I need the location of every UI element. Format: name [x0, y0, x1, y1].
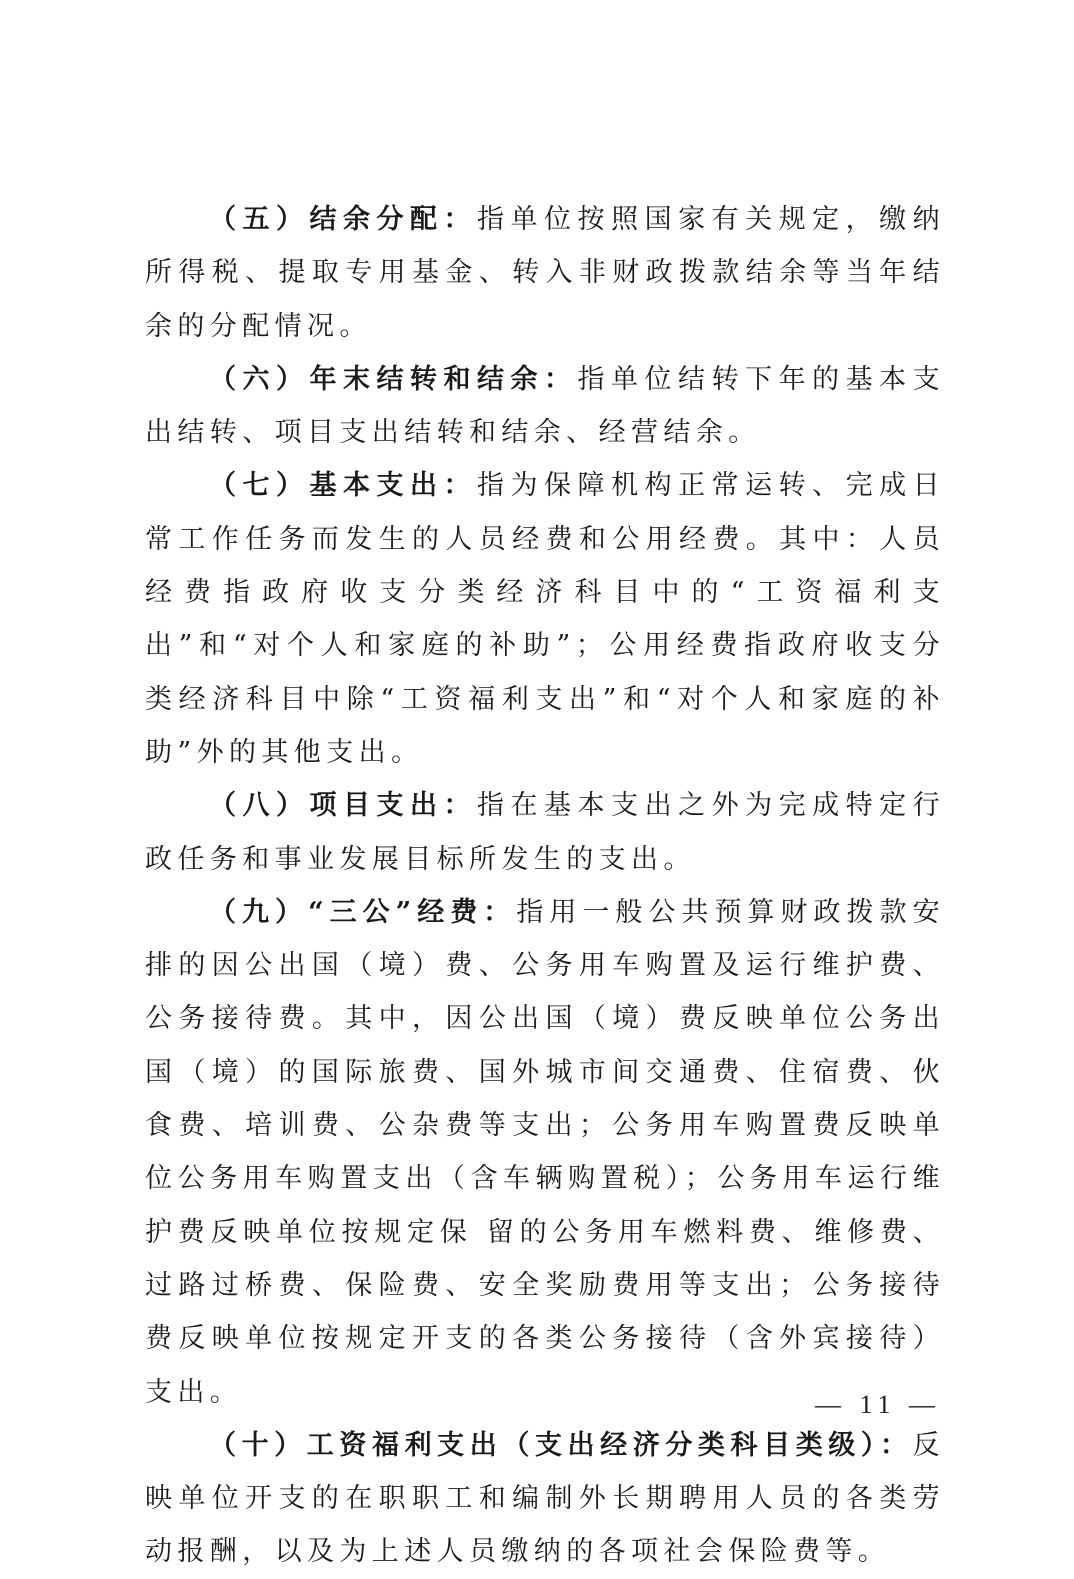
- paragraph-three-public-expenses: [145, 886, 945, 1419]
- paragraph-wage-welfare-expenditure: [145, 1419, 945, 1579]
- term-definition: 反映单位开支的在职职工和编制外长期聘用人员的各类劳动报酬，以及为上述人员缴纳的各项社会保险费等。: [145, 1429, 945, 1568]
- term-heading: （八）项目支出：: [209, 790, 478, 822]
- term-definition: 指在基本支出之外为完成特定行政任务和事业发展目标所发生的支出。: [145, 790, 946, 875]
- term-definition: 指单位按照国家有关规定，缴纳所得税、提取专用基金、转入非财政拨款结余等当年结余的分配情况。: [145, 204, 946, 342]
- paragraph-surplus-distribution: [145, 193, 945, 353]
- term-definition: 指为保障机构正常运转、完成日常工作任务而发生的人员经费和公用经费。其中：人员经费指政府收支分类经济科目中的“工资福利支出”和“对个人和家庭的补助”；公用经费指政府收支分类经济科目中除“工资福利支出”和“对个人和家庭的补助”外的其他支出。: [145, 470, 946, 768]
- paragraph-project-expenditure: [145, 779, 945, 886]
- paragraph-year-end-carryover: [145, 353, 945, 460]
- document-body: [145, 193, 945, 1579]
- paragraph-basic-expenditure: [145, 459, 945, 779]
- term-definition: 指用一般公共预算财政拨款安排的因公出国（境）费、公务用车购置及运行维护费、公务接待费。其中，因公出国（境）费反映单位公务出国（境）的国际旅费、国外城市间交通费、住宿费、伙食费、培训费、公杂费等支出；公务用车购置费反映单位公务用车购置支出（含车辆购置税）；公务用车运行维护费反映单位按规定保 留的公务用车燃料费、维修费、过路过桥费、保险费、安全奖励费用等支出；公务接待费反映单位按规定开支的各类公务接待（含外宾接待）支出。: [145, 896, 946, 1408]
- term-heading: （十）工资福利支出（支出经济分类科目类级）：: [209, 1429, 913, 1461]
- term-definition: 指单位结转下年的基本支出结转、项目支出结转和结余、经营结余。: [145, 363, 945, 449]
- term-heading: （七）基本支出：: [209, 470, 478, 502]
- term-heading: （六）年末结转和结余：: [209, 363, 578, 395]
- term-heading: （九）“三公”经费：: [209, 896, 517, 928]
- page-number: — 11 —: [815, 1390, 942, 1419]
- term-heading: （五）结余分配：: [209, 204, 478, 235]
